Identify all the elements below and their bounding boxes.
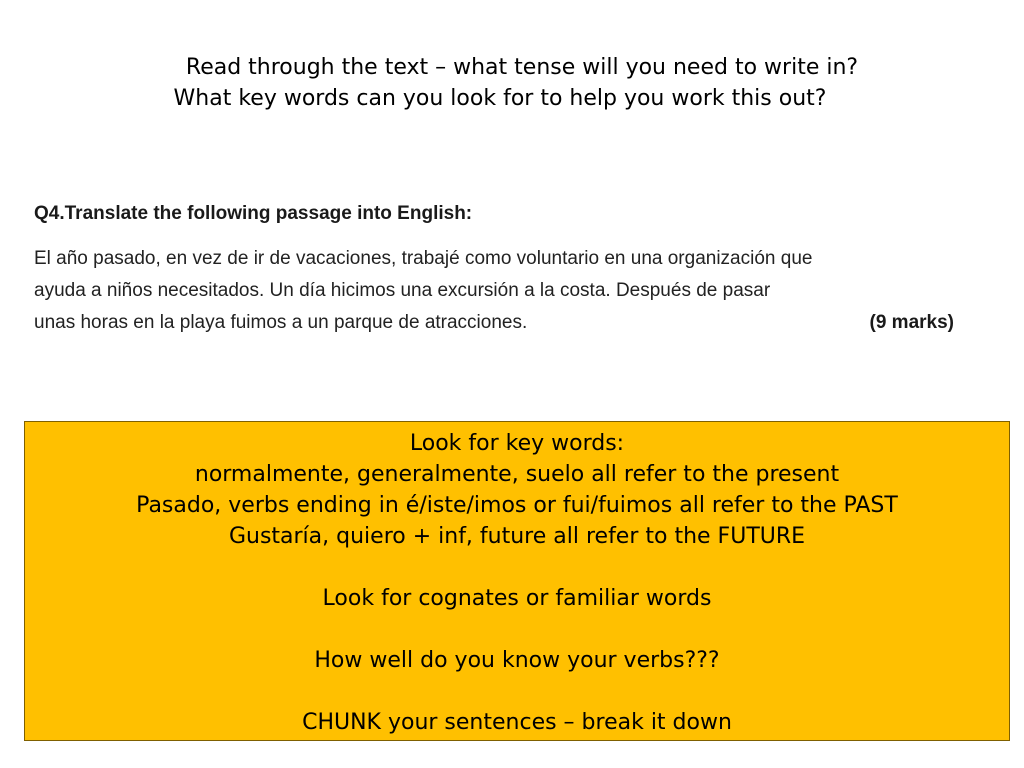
intro-line-tense: Read through the text – what tense will you need to write in? <box>185 55 859 80</box>
intro-instructions <box>0 52 1024 114</box>
intro-line-key-words: What key words can you look for to help you work this out? <box>173 86 827 111</box>
tips-box <box>24 421 1010 741</box>
spacer <box>25 676 1009 707</box>
tip-chunk: CHUNK your sentences – break it down <box>302 710 732 735</box>
passage-line: unas horas en la playa fuimos a un parque de atracciones. <box>34 312 528 333</box>
passage-line: El año pasado, en vez de ir de vacaciones, trabajé como voluntario en una organización que <box>34 248 813 269</box>
spanish-passage <box>34 243 974 339</box>
tip-future-tense: Gustaría, quiero + inf, future all refer to the FUTURE <box>228 524 806 549</box>
spacer <box>25 614 1009 645</box>
tip-cognates: Look for cognates or familiar words <box>322 586 712 611</box>
question-title: Q4.Translate the following passage into English: <box>34 203 473 224</box>
exam-question <box>34 202 974 339</box>
tip-verbs: How well do you know your verbs??? <box>314 648 720 673</box>
tip-present-tense: normalmente, generalmente, suelo all refer to the present <box>194 462 840 487</box>
spacer <box>25 552 1009 583</box>
tips-heading: Look for key words: <box>409 431 625 456</box>
marks-label: (9 marks) <box>869 312 954 333</box>
tip-past-tense: Pasado, verbs ending in é/iste/imos or fui/fuimos all refer to the PAST <box>136 493 898 518</box>
passage-line: ayuda a niños necesitados. Un día hicimos una excursión a la costa. Después de pasar <box>34 280 771 301</box>
